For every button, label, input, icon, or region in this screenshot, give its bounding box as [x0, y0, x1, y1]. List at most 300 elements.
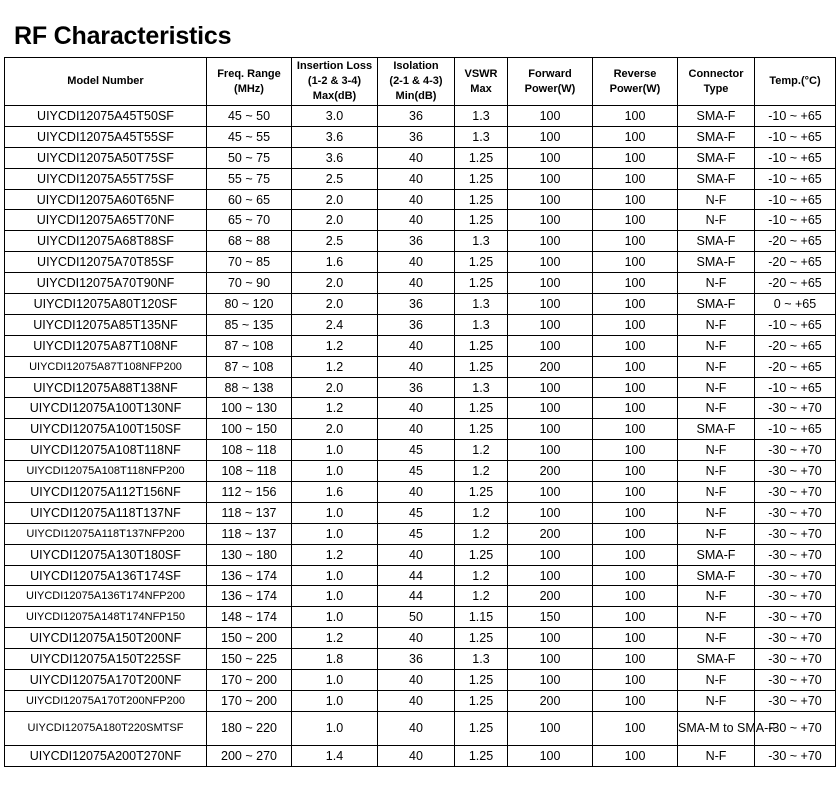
cell-vswr: 1.25 [455, 335, 508, 356]
cell-vswr: 1.25 [455, 252, 508, 273]
table-row [5, 670, 836, 691]
cell-freq-range: 70 ~ 90 [207, 273, 292, 294]
cell-reverse-power: 100 [593, 628, 678, 649]
cell-insertion-loss: 3.0 [292, 106, 378, 127]
cell-isolation: 45 [378, 502, 455, 523]
cell-vswr: 1.25 [455, 147, 508, 168]
cell-connector-type: N-F [678, 502, 755, 523]
cell-connector-type: N-F [678, 670, 755, 691]
table-row [5, 377, 836, 398]
cell-isolation: 36 [378, 377, 455, 398]
table-row [5, 440, 836, 461]
cell-reverse-power: 100 [593, 565, 678, 586]
cell-insertion-loss: 1.0 [292, 670, 378, 691]
cell-forward-power: 200 [508, 690, 593, 711]
cell-reverse-power: 100 [593, 670, 678, 691]
cell-connector-type: N-F [678, 314, 755, 335]
cell-temperature: -10 ~ +65 [755, 377, 836, 398]
cell-connector-type: N-F [678, 745, 755, 766]
cell-isolation: 40 [378, 273, 455, 294]
header-line: Temp.(°C) [769, 75, 821, 87]
cell-model-number: UIYCDI12075A112T156NF [5, 482, 207, 503]
cell-temperature: 0 ~ +65 [755, 294, 836, 315]
cell-model-number: UIYCDI12075A45T55SF [5, 126, 207, 147]
cell-forward-power: 200 [508, 586, 593, 607]
cell-model-number: UIYCDI12075A70T85SF [5, 252, 207, 273]
cell-temperature: -30 ~ +70 [755, 586, 836, 607]
cell-vswr: 1.2 [455, 502, 508, 523]
cell-temperature: -30 ~ +70 [755, 628, 836, 649]
cell-forward-power: 100 [508, 482, 593, 503]
table-row [5, 586, 836, 607]
cell-freq-range: 87 ~ 108 [207, 335, 292, 356]
cell-insertion-loss: 1.0 [292, 586, 378, 607]
cell-temperature: -30 ~ +70 [755, 607, 836, 628]
cell-temperature: -30 ~ +70 [755, 711, 836, 745]
cell-temperature: -30 ~ +70 [755, 461, 836, 482]
cell-insertion-loss: 1.6 [292, 252, 378, 273]
cell-vswr: 1.3 [455, 294, 508, 315]
cell-insertion-loss: 3.6 [292, 147, 378, 168]
cell-reverse-power: 100 [593, 502, 678, 523]
cell-freq-range: 55 ~ 75 [207, 168, 292, 189]
cell-isolation: 45 [378, 523, 455, 544]
cell-vswr: 1.25 [455, 398, 508, 419]
table-row [5, 745, 836, 766]
cell-temperature: -30 ~ +70 [755, 398, 836, 419]
cell-freq-range: 45 ~ 50 [207, 106, 292, 127]
cell-reverse-power: 100 [593, 210, 678, 231]
cell-freq-range: 148 ~ 174 [207, 607, 292, 628]
cell-forward-power: 100 [508, 398, 593, 419]
table-row [5, 231, 836, 252]
table-row [5, 335, 836, 356]
cell-vswr: 1.2 [455, 586, 508, 607]
cell-model-number: UIYCDI12075A88T138NF [5, 377, 207, 398]
cell-temperature: -30 ~ +70 [755, 502, 836, 523]
cell-isolation: 45 [378, 461, 455, 482]
cell-temperature: -30 ~ +70 [755, 440, 836, 461]
table-row [5, 690, 836, 711]
cell-isolation: 40 [378, 252, 455, 273]
cell-model-number: UIYCDI12075A85T135NF [5, 314, 207, 335]
table-row [5, 649, 836, 670]
cell-vswr: 1.25 [455, 273, 508, 294]
cell-model-number: UIYCDI12075A55T75SF [5, 168, 207, 189]
header-line: (MHz) [234, 82, 264, 95]
cell-insertion-loss: 1.0 [292, 565, 378, 586]
cell-model-number: UIYCDI12075A150T200NF [5, 628, 207, 649]
cell-reverse-power: 100 [593, 523, 678, 544]
table-row [5, 419, 836, 440]
cell-temperature: -10 ~ +65 [755, 419, 836, 440]
header-vswr [455, 58, 508, 106]
table-row [5, 398, 836, 419]
cell-connector-type: SMA-F [678, 565, 755, 586]
cell-temperature: -10 ~ +65 [755, 314, 836, 335]
cell-freq-range: 100 ~ 150 [207, 419, 292, 440]
cell-model-number: UIYCDI12075A170T200NF [5, 670, 207, 691]
cell-vswr: 1.3 [455, 377, 508, 398]
cell-insertion-loss: 1.2 [292, 544, 378, 565]
cell-insertion-loss: 1.2 [292, 398, 378, 419]
table-body [5, 106, 836, 767]
cell-connector-type: N-F [678, 586, 755, 607]
cell-forward-power: 100 [508, 294, 593, 315]
cell-isolation: 36 [378, 106, 455, 127]
cell-isolation: 40 [378, 398, 455, 419]
cell-forward-power: 100 [508, 126, 593, 147]
cell-reverse-power: 100 [593, 586, 678, 607]
cell-model-number: UIYCDI12075A50T75SF [5, 147, 207, 168]
cell-isolation: 40 [378, 745, 455, 766]
cell-forward-power: 100 [508, 273, 593, 294]
cell-forward-power: 100 [508, 711, 593, 745]
table-row [5, 189, 836, 210]
cell-isolation: 40 [378, 690, 455, 711]
cell-vswr: 1.15 [455, 607, 508, 628]
header-line: Forward [528, 67, 572, 80]
cell-forward-power: 100 [508, 335, 593, 356]
cell-vswr: 1.3 [455, 314, 508, 335]
cell-freq-range: 100 ~ 130 [207, 398, 292, 419]
rf-characteristics-table [4, 57, 836, 767]
cell-forward-power: 100 [508, 670, 593, 691]
cell-connector-type: N-F [678, 461, 755, 482]
cell-forward-power: 100 [508, 168, 593, 189]
cell-model-number: UIYCDI12075A136T174NFP200 [5, 586, 207, 607]
cell-connector-type: N-F [678, 356, 755, 377]
cell-temperature: -30 ~ +70 [755, 670, 836, 691]
cell-forward-power: 100 [508, 377, 593, 398]
cell-connector-type: N-F [678, 628, 755, 649]
cell-vswr: 1.25 [455, 419, 508, 440]
cell-temperature: -30 ~ +70 [755, 649, 836, 670]
cell-forward-power: 100 [508, 189, 593, 210]
cell-reverse-power: 100 [593, 273, 678, 294]
cell-reverse-power: 100 [593, 690, 678, 711]
cell-reverse-power: 100 [593, 335, 678, 356]
cell-freq-range: 130 ~ 180 [207, 544, 292, 565]
cell-insertion-loss: 1.0 [292, 440, 378, 461]
header-line: Max [470, 82, 492, 95]
table-row [5, 210, 836, 231]
cell-vswr: 1.2 [455, 523, 508, 544]
cell-reverse-power: 100 [593, 482, 678, 503]
cell-reverse-power: 100 [593, 252, 678, 273]
cell-freq-range: 68 ~ 88 [207, 231, 292, 252]
cell-model-number: UIYCDI12075A100T130NF [5, 398, 207, 419]
cell-isolation: 40 [378, 168, 455, 189]
cell-vswr: 1.25 [455, 356, 508, 377]
cell-insertion-loss: 1.6 [292, 482, 378, 503]
cell-insertion-loss: 1.2 [292, 356, 378, 377]
cell-vswr: 1.2 [455, 565, 508, 586]
cell-reverse-power: 100 [593, 544, 678, 565]
cell-freq-range: 108 ~ 118 [207, 440, 292, 461]
cell-vswr: 1.3 [455, 231, 508, 252]
cell-reverse-power: 100 [593, 189, 678, 210]
cell-isolation: 40 [378, 670, 455, 691]
table-row [5, 502, 836, 523]
cell-model-number: UIYCDI12075A70T90NF [5, 273, 207, 294]
cell-vswr: 1.25 [455, 711, 508, 745]
cell-isolation: 40 [378, 711, 455, 745]
cell-connector-type: N-F [678, 482, 755, 503]
cell-freq-range: 50 ~ 75 [207, 147, 292, 168]
cell-connector-type: SMA-F [678, 649, 755, 670]
cell-forward-power: 100 [508, 628, 593, 649]
cell-vswr: 1.25 [455, 168, 508, 189]
cell-isolation: 44 [378, 565, 455, 586]
header-line: (2-1 & 4-3) [389, 75, 443, 87]
cell-forward-power: 150 [508, 607, 593, 628]
cell-insertion-loss: 1.4 [292, 745, 378, 766]
cell-reverse-power: 100 [593, 649, 678, 670]
cell-reverse-power: 100 [593, 461, 678, 482]
cell-model-number: UIYCDI12075A200T270NF [5, 745, 207, 766]
cell-insertion-loss: 2.0 [292, 419, 378, 440]
cell-isolation: 40 [378, 628, 455, 649]
cell-temperature: -20 ~ +65 [755, 231, 836, 252]
cell-freq-range: 200 ~ 270 [207, 745, 292, 766]
cell-reverse-power: 100 [593, 231, 678, 252]
header-isolation [378, 58, 455, 106]
cell-insertion-loss: 1.0 [292, 461, 378, 482]
cell-connector-type: N-F [678, 377, 755, 398]
cell-model-number: UIYCDI12075A130T180SF [5, 544, 207, 565]
cell-model-number: UIYCDI12075A87T108NFP200 [5, 356, 207, 377]
cell-forward-power: 100 [508, 440, 593, 461]
cell-vswr: 1.25 [455, 628, 508, 649]
cell-forward-power: 100 [508, 231, 593, 252]
cell-isolation: 40 [378, 147, 455, 168]
header-model-number [5, 58, 207, 106]
cell-model-number: UIYCDI12075A170T200NFP200 [5, 690, 207, 711]
cell-insertion-loss: 2.0 [292, 210, 378, 231]
cell-isolation: 40 [378, 335, 455, 356]
header-freq-range [207, 58, 292, 106]
cell-reverse-power: 100 [593, 356, 678, 377]
cell-temperature: -10 ~ +65 [755, 210, 836, 231]
header-line: VSWR [464, 67, 498, 80]
cell-model-number: UIYCDI12075A118T137NFP200 [5, 523, 207, 544]
cell-connector-type: N-F [678, 440, 755, 461]
cell-insertion-loss: 1.2 [292, 335, 378, 356]
cell-forward-power: 100 [508, 745, 593, 766]
header-line: Isolation [393, 60, 439, 72]
cell-model-number: UIYCDI12075A68T88SF [5, 231, 207, 252]
cell-connector-type: SMA-F [678, 419, 755, 440]
cell-isolation: 50 [378, 607, 455, 628]
cell-insertion-loss: 1.0 [292, 502, 378, 523]
cell-temperature: -30 ~ +70 [755, 690, 836, 711]
header-insertion-loss [292, 58, 378, 106]
cell-temperature: -30 ~ +70 [755, 523, 836, 544]
cell-vswr: 1.3 [455, 649, 508, 670]
table-row [5, 147, 836, 168]
cell-insertion-loss: 2.4 [292, 314, 378, 335]
cell-model-number: UIYCDI12075A150T225SF [5, 649, 207, 670]
cell-isolation: 44 [378, 586, 455, 607]
cell-connector-type: N-F [678, 607, 755, 628]
cell-insertion-loss: 1.0 [292, 711, 378, 745]
table-row [5, 565, 836, 586]
cell-reverse-power: 100 [593, 419, 678, 440]
cell-freq-range: 150 ~ 200 [207, 628, 292, 649]
cell-connector-type: SMA-F [678, 294, 755, 315]
cell-reverse-power: 100 [593, 314, 678, 335]
cell-connector-type: N-F [678, 273, 755, 294]
table-row [5, 273, 836, 294]
cell-reverse-power: 100 [593, 168, 678, 189]
cell-vswr: 1.2 [455, 440, 508, 461]
header-temperature [755, 58, 836, 106]
header-line: Max(dB) [312, 90, 357, 102]
cell-forward-power: 100 [508, 649, 593, 670]
cell-isolation: 40 [378, 210, 455, 231]
cell-reverse-power: 100 [593, 294, 678, 315]
cell-isolation: 40 [378, 189, 455, 210]
cell-freq-range: 70 ~ 85 [207, 252, 292, 273]
header-line: (1-2 & 3-4) [307, 75, 362, 87]
cell-vswr: 1.2 [455, 461, 508, 482]
cell-model-number: UIYCDI12075A136T174SF [5, 565, 207, 586]
table-row [5, 523, 836, 544]
page-title: RF Characteristics [14, 22, 232, 50]
cell-insertion-loss: 3.6 [292, 126, 378, 147]
cell-isolation: 36 [378, 314, 455, 335]
cell-reverse-power: 100 [593, 147, 678, 168]
cell-freq-range: 136 ~ 174 [207, 565, 292, 586]
cell-isolation: 36 [378, 649, 455, 670]
cell-isolation: 40 [378, 356, 455, 377]
cell-connector-type: SMA-F [678, 126, 755, 147]
cell-forward-power: 100 [508, 106, 593, 127]
cell-isolation: 36 [378, 294, 455, 315]
cell-temperature: -10 ~ +65 [755, 147, 836, 168]
cell-model-number: UIYCDI12075A60T65NF [5, 189, 207, 210]
cell-freq-range: 136 ~ 174 [207, 586, 292, 607]
header-reverse-power [593, 58, 678, 106]
cell-connector-type: SMA-F [678, 147, 755, 168]
table-row [5, 106, 836, 127]
cell-temperature: -10 ~ +65 [755, 106, 836, 127]
table-row [5, 544, 836, 565]
cell-freq-range: 80 ~ 120 [207, 294, 292, 315]
cell-vswr: 1.3 [455, 106, 508, 127]
cell-temperature: -20 ~ +65 [755, 356, 836, 377]
cell-model-number: UIYCDI12075A118T137NF [5, 502, 207, 523]
cell-temperature: -30 ~ +70 [755, 482, 836, 503]
table-row [5, 711, 836, 745]
cell-freq-range: 88 ~ 138 [207, 377, 292, 398]
cell-connector-type: SMA-F [678, 168, 755, 189]
cell-forward-power: 100 [508, 419, 593, 440]
cell-freq-range: 118 ~ 137 [207, 523, 292, 544]
cell-connector-type: N-F [678, 690, 755, 711]
cell-freq-range: 112 ~ 156 [207, 482, 292, 503]
cell-isolation: 40 [378, 482, 455, 503]
cell-connector-type: SMA-F [678, 231, 755, 252]
header-line: Insertion Loss [296, 60, 373, 72]
cell-insertion-loss: 1.2 [292, 628, 378, 649]
cell-freq-range: 118 ~ 137 [207, 502, 292, 523]
cell-reverse-power: 100 [593, 607, 678, 628]
cell-freq-range: 60 ~ 65 [207, 189, 292, 210]
cell-reverse-power: 100 [593, 711, 678, 745]
cell-vswr: 1.25 [455, 670, 508, 691]
cell-vswr: 1.25 [455, 210, 508, 231]
cell-connector-type: N-F [678, 335, 755, 356]
cell-insertion-loss: 1.0 [292, 690, 378, 711]
cell-temperature: -20 ~ +65 [755, 252, 836, 273]
cell-vswr: 1.25 [455, 690, 508, 711]
cell-insertion-loss: 2.5 [292, 168, 378, 189]
cell-insertion-loss: 2.0 [292, 189, 378, 210]
cell-reverse-power: 100 [593, 377, 678, 398]
cell-insertion-loss: 1.0 [292, 523, 378, 544]
cell-reverse-power: 100 [593, 440, 678, 461]
cell-vswr: 1.25 [455, 745, 508, 766]
table-row [5, 482, 836, 503]
cell-temperature: -30 ~ +70 [755, 565, 836, 586]
header-row [5, 58, 836, 106]
cell-vswr: 1.3 [455, 126, 508, 147]
cell-connector-type: N-F [678, 189, 755, 210]
cell-connector-type: SMA-F [678, 544, 755, 565]
cell-freq-range: 87 ~ 108 [207, 356, 292, 377]
cell-freq-range: 170 ~ 200 [207, 690, 292, 711]
header-line: Power(W) [524, 82, 576, 95]
cell-vswr: 1.25 [455, 189, 508, 210]
cell-model-number: UIYCDI12075A100T150SF [5, 419, 207, 440]
cell-insertion-loss: 1.8 [292, 649, 378, 670]
cell-forward-power: 100 [508, 502, 593, 523]
cell-freq-range: 45 ~ 55 [207, 126, 292, 147]
cell-temperature: -10 ~ +65 [755, 126, 836, 147]
table-row [5, 168, 836, 189]
cell-freq-range: 108 ~ 118 [207, 461, 292, 482]
header-line: Connector [688, 67, 744, 80]
cell-connector-type: N-F [678, 210, 755, 231]
cell-isolation: 40 [378, 419, 455, 440]
cell-forward-power: 100 [508, 314, 593, 335]
cell-isolation: 36 [378, 231, 455, 252]
cell-connector-type: N-F [678, 523, 755, 544]
cell-freq-range: 180 ~ 220 [207, 711, 292, 745]
cell-insertion-loss: 1.0 [292, 607, 378, 628]
table-row [5, 356, 836, 377]
cell-freq-range: 85 ~ 135 [207, 314, 292, 335]
cell-forward-power: 100 [508, 147, 593, 168]
cell-forward-power: 200 [508, 356, 593, 377]
header-line: Min(dB) [395, 90, 437, 102]
cell-temperature: -30 ~ +70 [755, 544, 836, 565]
cell-model-number: UIYCDI12075A180T220SMTSF [5, 711, 207, 745]
cell-temperature: -10 ~ +65 [755, 168, 836, 189]
cell-connector-type: N-F [678, 398, 755, 419]
cell-isolation: 45 [378, 440, 455, 461]
header-line: Freq. Range [217, 67, 281, 80]
cell-forward-power: 200 [508, 523, 593, 544]
cell-forward-power: 100 [508, 210, 593, 231]
cell-insertion-loss: 2.5 [292, 231, 378, 252]
table-row [5, 628, 836, 649]
cell-model-number: UIYCDI12075A80T120SF [5, 294, 207, 315]
cell-connector-type: SMA-F [678, 106, 755, 127]
cell-forward-power: 100 [508, 252, 593, 273]
